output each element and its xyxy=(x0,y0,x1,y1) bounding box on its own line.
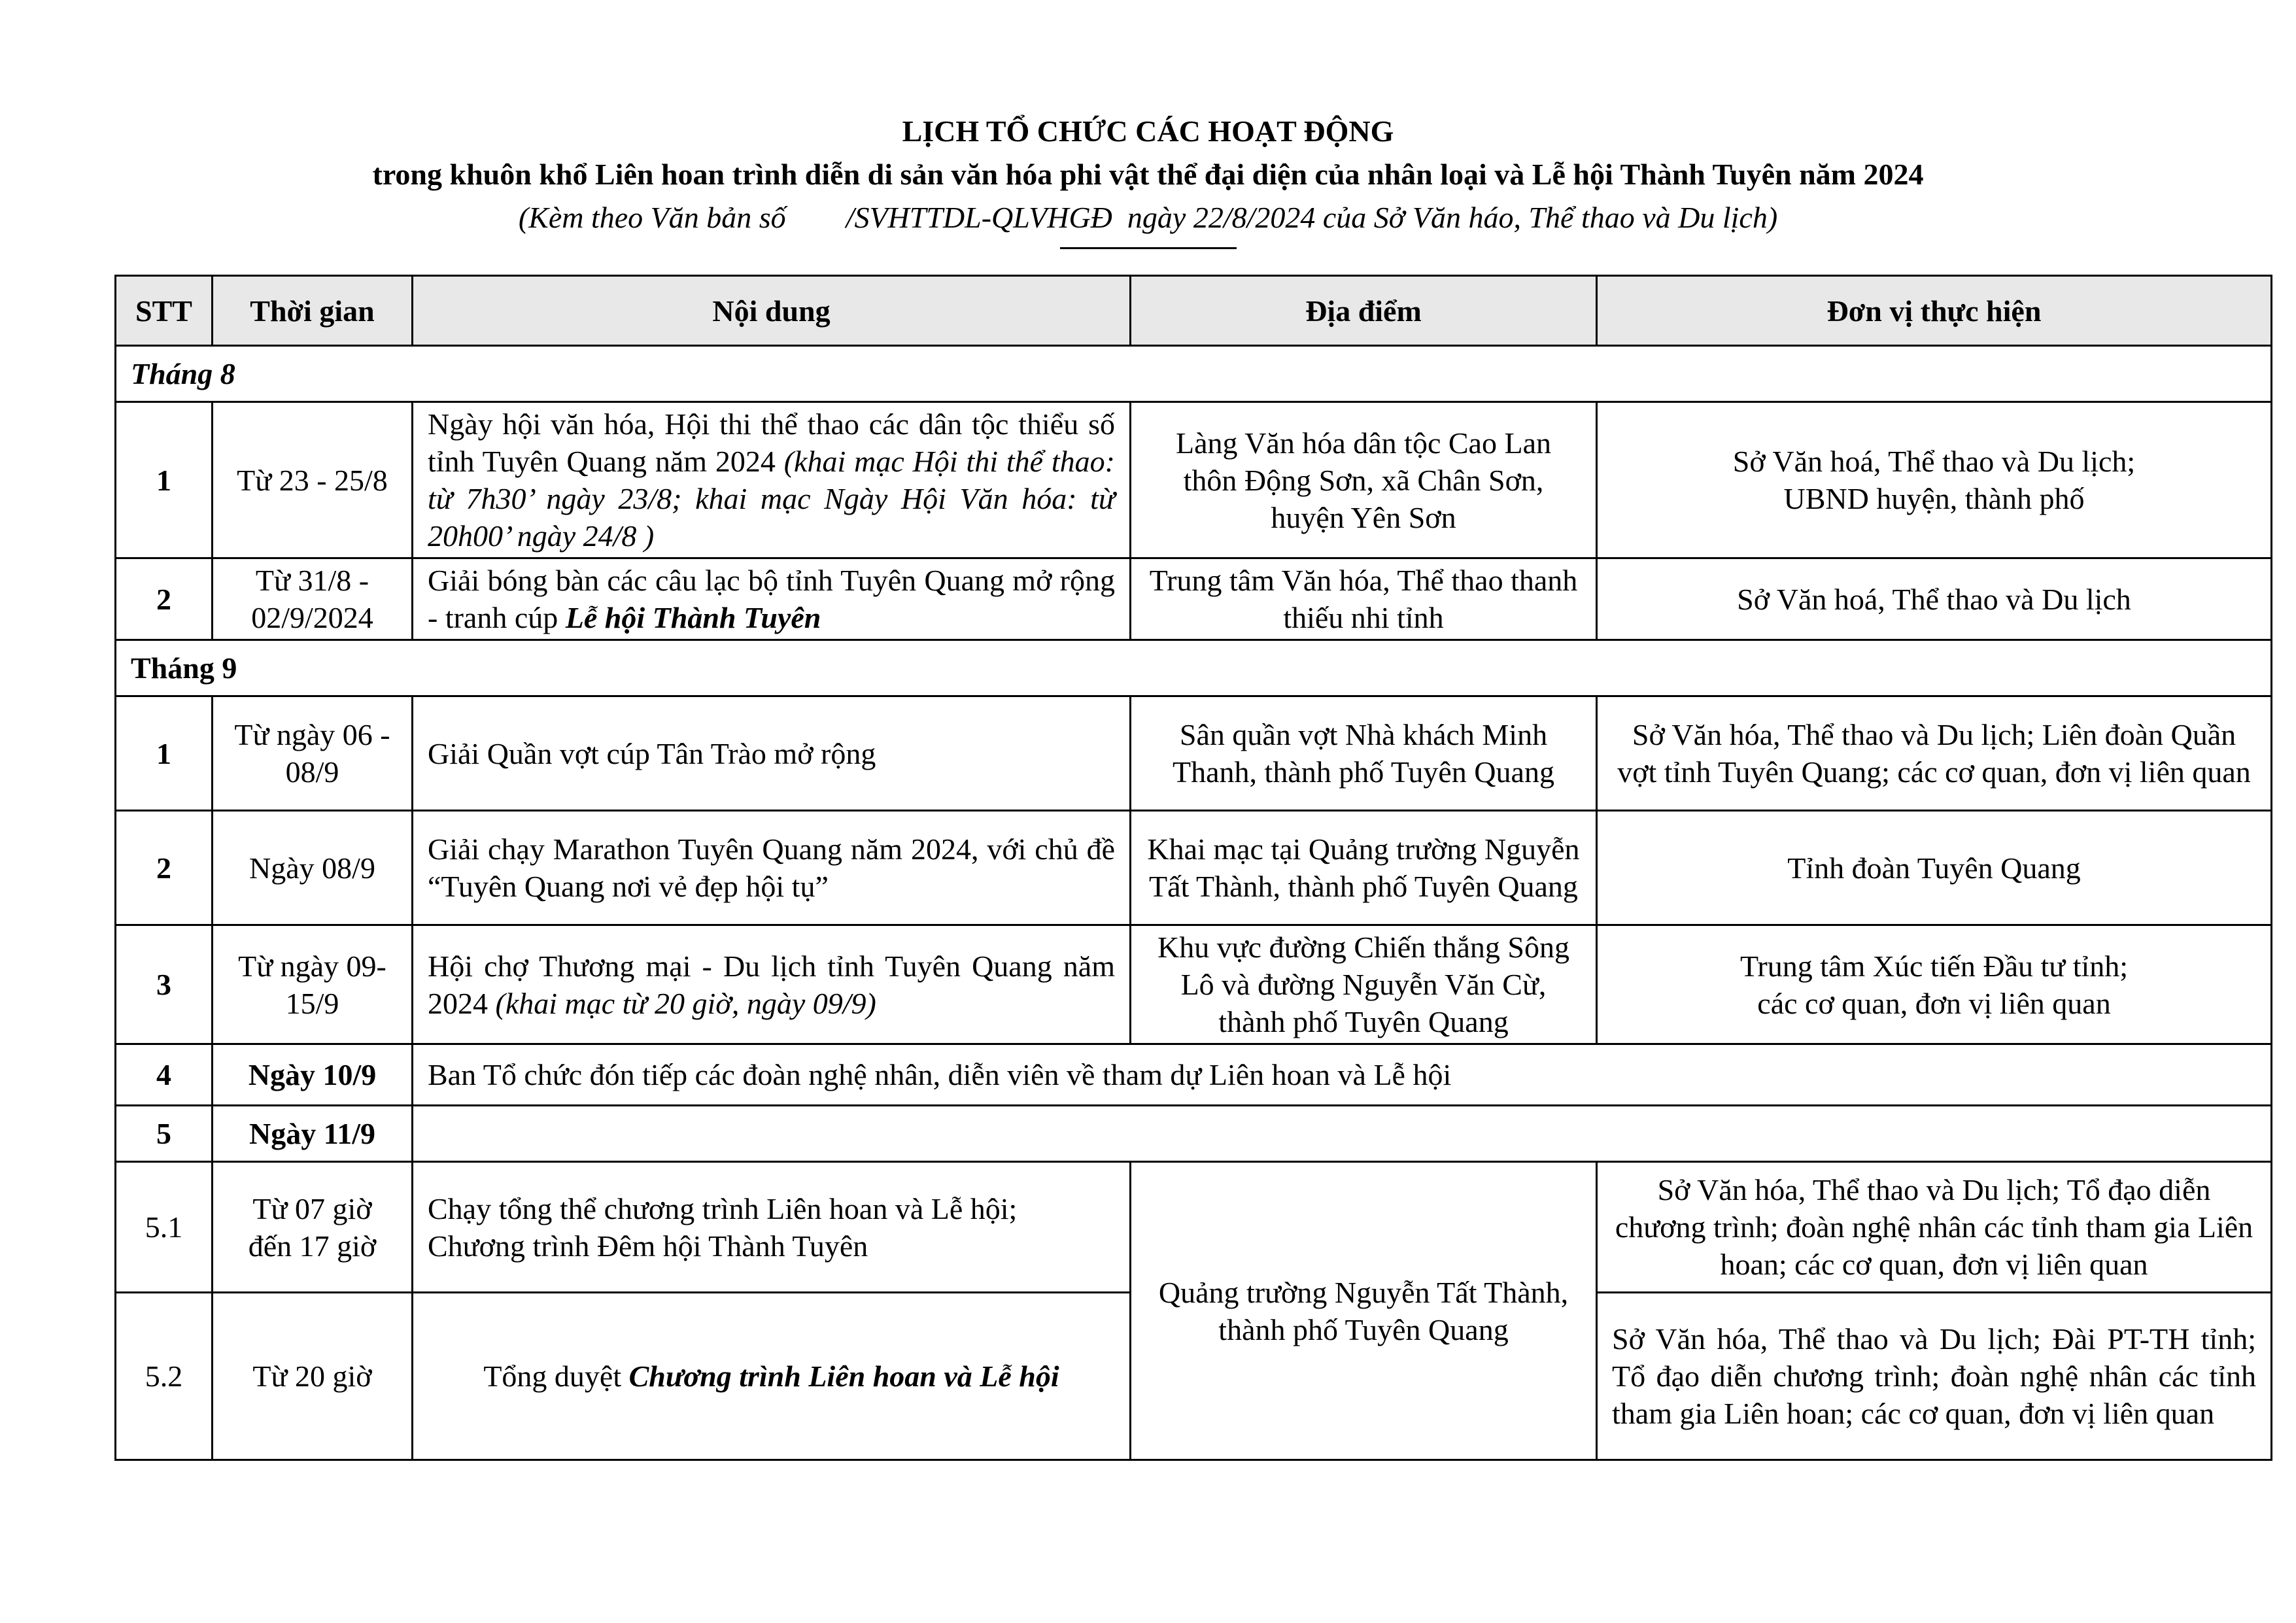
title-underline xyxy=(1060,247,1237,249)
col-header-content: Nội dung xyxy=(413,276,1131,346)
table-row xyxy=(116,1044,2272,1106)
cell-stt: 2 xyxy=(116,558,213,640)
schedule-table xyxy=(114,275,2272,1461)
col-header-unit: Đơn vị thực hiện xyxy=(1597,276,2272,346)
document-subtitle: trong khuôn khổ Liên hoan trình diễn di sản văn hóa phi vật thể đại diện của nhân loại và Lễ hội Thành Tuyên năm 2024 xyxy=(372,158,1924,191)
cell-content xyxy=(413,925,1131,1044)
document-header xyxy=(0,110,2296,249)
cell-content: Giải Quần vợt cúp Tân Trào mở rộng xyxy=(413,696,1131,811)
table-row xyxy=(116,558,2272,640)
cell-stt: 3 xyxy=(116,925,213,1044)
cell-time: Từ 20 giờ xyxy=(213,1293,413,1460)
cell-unit: Sở Văn hoá, Thể thao và Du lịch xyxy=(1597,558,2272,640)
month-label: Tháng 8 xyxy=(116,346,2272,402)
col-header-time: Thời gian xyxy=(213,276,413,346)
content-emphasis: Lễ hội Thành Tuyên xyxy=(565,601,821,634)
cell-location: Khai mạc tại Quảng trường Nguyễn Tất Thành, thành phố Tuyên Quang xyxy=(1131,811,1597,925)
cell-location: Khu vực đường Chiến thắng Sông Lô và đường Nguyễn Văn Cừ, thành phố Tuyên Quang xyxy=(1131,925,1597,1044)
content-text: Tổng duyệt xyxy=(483,1359,629,1393)
cell-time: Từ ngày 06 - 08/9 xyxy=(213,696,413,811)
cell-unit xyxy=(1597,402,2272,558)
cell-location: Làng Văn hóa dân tộc Cao Lan thôn Động Sơn, xã Chân Sơn, huyện Yên Sơn xyxy=(1131,402,1597,558)
cell-content: Chạy tổng thể chương trình Liên hoan và Lễ hội; Chương trình Đêm hội Thành Tuyên xyxy=(413,1162,1131,1293)
cell-location: Trung tâm Văn hóa, Thể thao thanh thiếu nhi tỉnh xyxy=(1131,558,1597,640)
document-title: LỊCH TỔ CHỨC CÁC HOẠT ĐỘNG xyxy=(902,114,1394,148)
cell-stt: 5.2 xyxy=(116,1293,213,1460)
cell-unit: Sở Văn hóa, Thể thao và Du lịch; Đài PT-TH tỉnh; Tổ đạo diễn chương trình; đoàn nghệ nhân các tỉnh tham gia Liên hoan; các cơ quan, đơn vị liên quan xyxy=(1597,1293,2272,1460)
table-row xyxy=(116,811,2272,925)
cell-time: Ngày 11/9 xyxy=(213,1106,413,1162)
cell-content xyxy=(413,558,1131,640)
content-emphasis: Chương trình Liên hoan và Lễ hội xyxy=(628,1359,1059,1393)
month-row-8 xyxy=(116,346,2272,402)
unit-line: các cơ quan, đơn vị liên quan xyxy=(1757,986,2111,1020)
cell-time: Từ 07 giờ đến 17 giờ xyxy=(213,1162,413,1293)
cell-time: Ngày 10/9 xyxy=(213,1044,413,1106)
content-note: (khai mạc Hội thi thể thao: từ 7h30’ ngày 23/8; khai mạc Ngày Hội Văn hóa: từ 20h00’ ngày 24/8 ) xyxy=(428,445,1116,553)
content-text: Ngày hội văn hóa, Hội thi thể thao các dân tộc thiểu số tỉnh Tuyên Quang năm 2024 xyxy=(428,407,1115,478)
cell-location: Sân quần vợt Nhà khách Minh Thanh, thành phố Tuyên Quang xyxy=(1131,696,1597,811)
cell-unit: Tỉnh đoàn Tuyên Quang xyxy=(1597,811,2272,925)
cell-stt: 5 xyxy=(116,1106,213,1162)
cell-empty xyxy=(413,1106,2272,1162)
cell-location: Quảng trường Nguyễn Tất Thành, thành phố Tuyên Quang xyxy=(1131,1162,1597,1460)
cell-content: Ban Tổ chức đón tiếp các đoàn nghệ nhân, diễn viên về tham dự Liên hoan và Lễ hội xyxy=(413,1044,2272,1106)
cell-unit: Sở Văn hóa, Thể thao và Du lịch; Tổ đạo diễn chương trình; đoàn nghệ nhân các tỉnh tham gia Liên hoan; các cơ quan, đơn vị liên quan xyxy=(1597,1162,2272,1293)
content-note: (khai mạc từ 20 giờ, ngày 09/9) xyxy=(495,986,876,1020)
content-text: Giải bóng bàn các câu lạc bộ tỉnh Tuyên Quang mở rộng - tranh cúp xyxy=(428,564,1115,634)
cell-stt: 4 xyxy=(116,1044,213,1106)
cell-time: Ngày 08/9 xyxy=(213,811,413,925)
col-header-location: Địa điểm xyxy=(1131,276,1597,346)
cell-time: Từ 31/8 - 02/9/2024 xyxy=(213,558,413,640)
content-text: Hội chợ Thương mại - Du lịch tỉnh Tuyên Quang năm 2024 xyxy=(428,949,1115,1020)
cell-time: Từ ngày 09-15/9 xyxy=(213,925,413,1044)
table-row xyxy=(116,1162,2272,1293)
cell-unit: Sở Văn hóa, Thể thao và Du lịch; Liên đoàn Quần vợt tỉnh Tuyên Quang; các cơ quan, đơn vị liên quan xyxy=(1597,696,2272,811)
unit-line: Sở Văn hoá, Thể thao và Du lịch; xyxy=(1732,445,2136,478)
cell-stt: 1 xyxy=(116,402,213,558)
unit-line: UBND huyện, thành phố xyxy=(1783,482,2085,515)
cell-stt: 2 xyxy=(116,811,213,925)
cell-content xyxy=(413,402,1131,558)
month-row-9 xyxy=(116,640,2272,696)
cell-stt: 1 xyxy=(116,696,213,811)
cell-content xyxy=(413,1293,1131,1460)
col-header-stt: STT xyxy=(116,276,213,346)
cell-time: Từ 23 - 25/8 xyxy=(213,402,413,558)
table-row xyxy=(116,925,2272,1044)
cell-content: Giải chạy Marathon Tuyên Quang năm 2024, với chủ đề “Tuyên Quang nơi vẻ đẹp hội tụ” xyxy=(413,811,1131,925)
table-header-row xyxy=(116,276,2272,346)
table-row xyxy=(116,696,2272,811)
cell-unit xyxy=(1597,925,2272,1044)
table-row xyxy=(116,1106,2272,1162)
unit-line: Trung tâm Xúc tiến Đầu tư tỉnh; xyxy=(1739,949,2129,983)
month-label: Tháng 9 xyxy=(116,640,2272,696)
table-row xyxy=(116,402,2272,558)
document-reference: (Kèm theo Văn bản số /SVHTTDL-QLVHGĐ ngày 22/8/2024 của Sở Văn háo, Thể thao và Du lịch) xyxy=(518,201,1778,234)
cell-stt: 5.1 xyxy=(116,1162,213,1293)
